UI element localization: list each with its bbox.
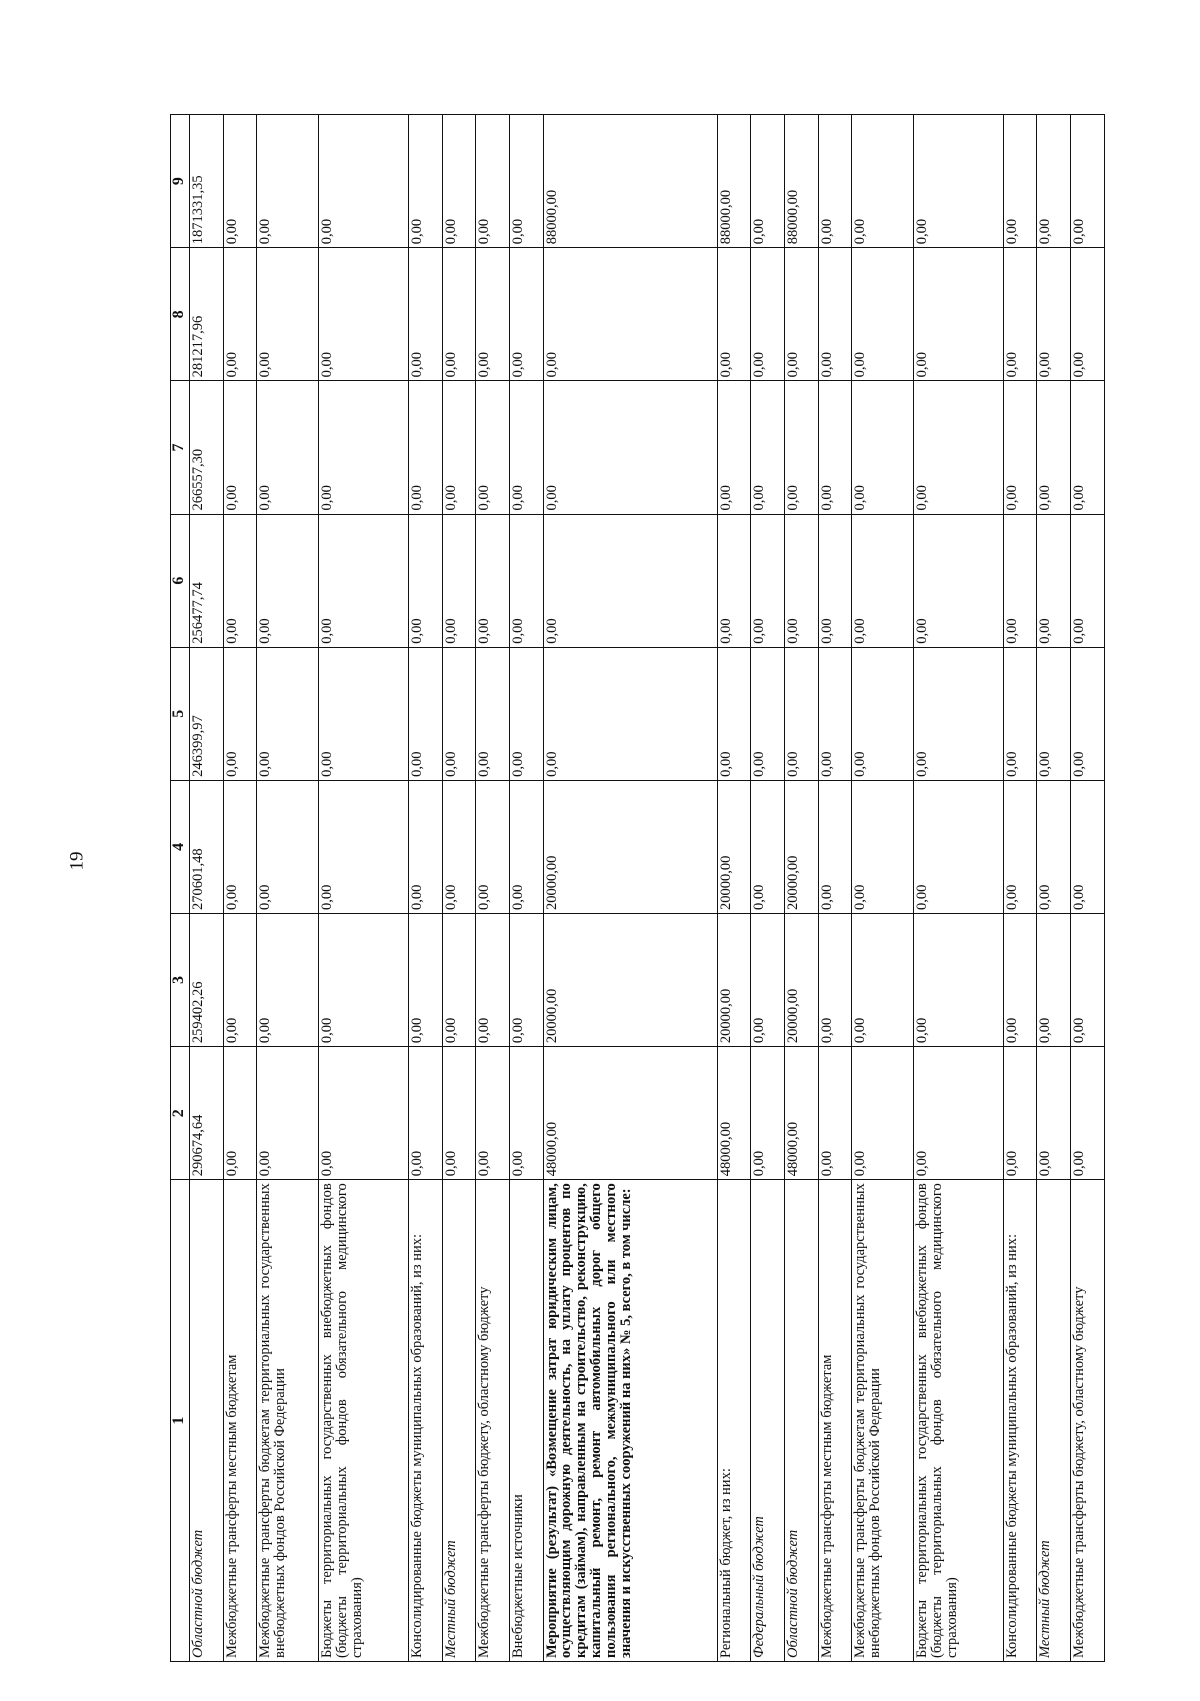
value-cell: 0,00 [1071, 381, 1105, 514]
value-cell: 0,00 [476, 514, 510, 647]
table-row [476, 115, 510, 1662]
value-cell: 0,00 [1003, 248, 1037, 381]
value-cell: 0,00 [914, 514, 1004, 647]
value-cell: 259402,26 [190, 913, 224, 1046]
row-label: Консолидированные бюджеты муниципальных образований, из них: [408, 1180, 442, 1662]
value-cell: 0,00 [509, 1047, 543, 1180]
value-cell: 0,00 [751, 913, 785, 1046]
value-cell: 0,00 [476, 1047, 510, 1180]
value-cell: 0,00 [818, 381, 852, 514]
header-cell: 6 [171, 514, 190, 647]
value-cell: 0,00 [408, 381, 442, 514]
table-body [190, 115, 1105, 1662]
value-cell: 0,00 [319, 780, 409, 913]
table-row [543, 115, 717, 1662]
value-cell: 0,00 [509, 780, 543, 913]
header-cell: 8 [171, 248, 190, 381]
value-cell: 20000,00 [543, 780, 717, 913]
value-cell: 88000,00 [784, 115, 818, 248]
row-label: Межбюджетные трансферты бюджетам территориальных государственных внебюджетных фондов Российской Федерации [852, 1180, 914, 1662]
row-label: Бюджеты территориальных государственных внебюджетных фондов (бюджеты территориальных фондов обязательного медицинского страхования) [319, 1180, 409, 1662]
value-cell: 0,00 [408, 647, 442, 780]
value-cell: 0,00 [476, 115, 510, 248]
page-number: 19 [66, 851, 88, 871]
value-cell: 0,00 [852, 913, 914, 1046]
value-cell: 0,00 [914, 1047, 1004, 1180]
row-label: Федеральный бюджет [751, 1180, 785, 1662]
value-cell: 0,00 [543, 514, 717, 647]
value-cell: 0,00 [257, 115, 319, 248]
value-cell: 1871331,35 [190, 115, 224, 248]
table-row [852, 115, 914, 1662]
value-cell: 0,00 [509, 913, 543, 1046]
value-cell: 0,00 [784, 248, 818, 381]
row-label: Мероприятие (результат) «Возмещение затрат юридическим лицам, осуществляющим дорожную деятельность, на уплату процентов по кредитам (займам), направленным на строительство, реконструкцию, капитальный ремонт, ремонт автомобильных дорог общего пользования регионального, межмуниципального или местного значения и искусственных сооружений на них» № 5, всего, в том числе: [543, 1180, 717, 1662]
row-label: Межбюджетные трансферты бюджету, областному бюджету [476, 1180, 510, 1662]
table-row [1037, 115, 1071, 1662]
value-cell: 0,00 [442, 381, 476, 514]
value-cell: 0,00 [257, 780, 319, 913]
value-cell: 0,00 [1071, 647, 1105, 780]
value-cell: 0,00 [442, 248, 476, 381]
value-cell: 0,00 [1003, 1047, 1037, 1180]
row-label: Межбюджетные трансферты бюджету, областному бюджету [1071, 1180, 1105, 1662]
value-cell: 0,00 [751, 647, 785, 780]
value-cell: 0,00 [1037, 913, 1071, 1046]
value-cell: 0,00 [257, 913, 319, 1046]
value-cell: 0,00 [442, 514, 476, 647]
row-label: Местный бюджет [442, 1180, 476, 1662]
value-cell: 88000,00 [717, 115, 751, 248]
row-label: Бюджеты территориальных государственных внебюджетных фондов (бюджеты территориальных фондов обязательного медицинского страхования) [914, 1180, 1004, 1662]
value-cell: 0,00 [223, 381, 257, 514]
value-cell: 270601,48 [190, 780, 224, 913]
table-row [818, 115, 852, 1662]
value-cell: 256477,74 [190, 514, 224, 647]
table-row [914, 115, 1004, 1662]
value-cell: 0,00 [1037, 514, 1071, 647]
value-cell: 0,00 [319, 248, 409, 381]
table-row [509, 115, 543, 1662]
value-cell: 0,00 [818, 248, 852, 381]
value-cell: 0,00 [1037, 248, 1071, 381]
value-cell: 0,00 [717, 647, 751, 780]
value-cell: 0,00 [257, 248, 319, 381]
value-cell: 0,00 [442, 1047, 476, 1180]
header-cell: 7 [171, 381, 190, 514]
value-cell: 290674,64 [190, 1047, 224, 1180]
value-cell: 0,00 [852, 381, 914, 514]
value-cell: 0,00 [476, 913, 510, 1046]
value-cell: 0,00 [408, 913, 442, 1046]
value-cell: 0,00 [543, 248, 717, 381]
value-cell: 0,00 [476, 248, 510, 381]
value-cell: 0,00 [1037, 780, 1071, 913]
value-cell: 0,00 [818, 1047, 852, 1180]
value-cell: 0,00 [223, 913, 257, 1046]
value-cell: 0,00 [408, 780, 442, 913]
value-cell: 0,00 [1037, 647, 1071, 780]
row-label: Региональный бюджет, из них: [717, 1180, 751, 1662]
value-cell: 0,00 [442, 647, 476, 780]
value-cell: 281217,96 [190, 248, 224, 381]
value-cell: 0,00 [319, 913, 409, 1046]
value-cell: 20000,00 [717, 913, 751, 1046]
value-cell: 0,00 [257, 514, 319, 647]
table-row [408, 115, 442, 1662]
row-label: Межбюджетные трансферты местным бюджетам [223, 1180, 257, 1662]
value-cell: 0,00 [751, 780, 785, 913]
value-cell: 0,00 [1003, 647, 1037, 780]
value-cell: 0,00 [914, 115, 1004, 248]
value-cell: 0,00 [319, 1047, 409, 1180]
value-cell: 0,00 [784, 647, 818, 780]
value-cell: 0,00 [257, 647, 319, 780]
value-cell: 0,00 [257, 381, 319, 514]
header-cell: 2 [171, 1047, 190, 1180]
table-header-row [171, 115, 190, 1662]
value-cell: 0,00 [1071, 780, 1105, 913]
value-cell: 0,00 [852, 514, 914, 647]
value-cell: 0,00 [784, 514, 818, 647]
value-cell: 0,00 [852, 780, 914, 913]
value-cell: 0,00 [319, 647, 409, 780]
value-cell: 0,00 [751, 248, 785, 381]
row-label: Местный бюджет [1037, 1180, 1071, 1662]
value-cell: 0,00 [1071, 1047, 1105, 1180]
value-cell: 0,00 [751, 1047, 785, 1180]
value-cell: 0,00 [223, 1047, 257, 1180]
value-cell: 0,00 [914, 913, 1004, 1046]
value-cell: 0,00 [1003, 381, 1037, 514]
table-row [717, 115, 751, 1662]
row-label: Консолидированные бюджеты муниципальных образований, из них: [1003, 1180, 1037, 1662]
row-label: Областной бюджет [190, 1180, 224, 1662]
value-cell: 0,00 [717, 381, 751, 514]
value-cell: 0,00 [717, 514, 751, 647]
value-cell: 0,00 [408, 1047, 442, 1180]
value-cell: 0,00 [751, 514, 785, 647]
value-cell: 0,00 [914, 647, 1004, 780]
value-cell: 0,00 [818, 913, 852, 1046]
value-cell: 0,00 [442, 913, 476, 1046]
header-cell: 9 [171, 115, 190, 248]
value-cell: 0,00 [1071, 514, 1105, 647]
value-cell: 0,00 [751, 115, 785, 248]
table-row [1071, 115, 1105, 1662]
value-cell: 266557,30 [190, 381, 224, 514]
value-cell: 0,00 [509, 248, 543, 381]
header-cell: 1 [171, 1180, 190, 1662]
value-cell: 0,00 [223, 780, 257, 913]
value-cell: 0,00 [818, 780, 852, 913]
value-cell: 0,00 [223, 248, 257, 381]
value-cell: 0,00 [1003, 115, 1037, 248]
row-label: Межбюджетные трансферты местным бюджетам [818, 1180, 852, 1662]
value-cell: 0,00 [509, 514, 543, 647]
table-row [190, 115, 224, 1662]
value-cell: 0,00 [543, 381, 717, 514]
value-cell: 0,00 [1037, 381, 1071, 514]
table-row [223, 115, 257, 1662]
value-cell: 0,00 [476, 381, 510, 514]
value-cell: 0,00 [476, 780, 510, 913]
value-cell: 0,00 [509, 647, 543, 780]
value-cell: 0,00 [1071, 913, 1105, 1046]
value-cell: 0,00 [223, 514, 257, 647]
value-cell: 0,00 [442, 780, 476, 913]
value-cell: 0,00 [852, 115, 914, 248]
value-cell: 48000,00 [543, 1047, 717, 1180]
table-row [751, 115, 785, 1662]
value-cell: 0,00 [408, 514, 442, 647]
value-cell: 0,00 [852, 1047, 914, 1180]
value-cell: 0,00 [509, 381, 543, 514]
value-cell: 0,00 [914, 248, 1004, 381]
header-cell: 4 [171, 780, 190, 913]
value-cell: 0,00 [818, 514, 852, 647]
value-cell: 20000,00 [784, 780, 818, 913]
budget-table [170, 114, 1105, 1662]
value-cell: 20000,00 [784, 913, 818, 1046]
value-cell: 0,00 [319, 514, 409, 647]
value-cell: 0,00 [1003, 514, 1037, 647]
table-row [784, 115, 818, 1662]
table-row [442, 115, 476, 1662]
value-cell: 20000,00 [543, 913, 717, 1046]
value-cell: 0,00 [1071, 115, 1105, 248]
value-cell: 0,00 [442, 115, 476, 248]
value-cell: 0,00 [1071, 248, 1105, 381]
rotated-table-container [170, 114, 1105, 1662]
value-cell: 0,00 [852, 647, 914, 780]
table-row [257, 115, 319, 1662]
value-cell: 0,00 [408, 115, 442, 248]
value-cell: 0,00 [319, 381, 409, 514]
value-cell: 0,00 [717, 248, 751, 381]
value-cell: 0,00 [223, 115, 257, 248]
value-cell: 0,00 [852, 248, 914, 381]
value-cell: 0,00 [1037, 115, 1071, 248]
value-cell: 0,00 [818, 115, 852, 248]
value-cell: 0,00 [257, 1047, 319, 1180]
row-label: Областной бюджет [784, 1180, 818, 1662]
header-cell: 3 [171, 913, 190, 1046]
value-cell: 48000,00 [784, 1047, 818, 1180]
value-cell: 0,00 [543, 647, 717, 780]
value-cell: 0,00 [1003, 780, 1037, 913]
value-cell: 20000,00 [717, 780, 751, 913]
value-cell: 88000,00 [543, 115, 717, 248]
table-row [1003, 115, 1037, 1662]
row-label: Межбюджетные трансферты бюджетам территориальных государственных внебюджетных фондов Российской Федерации [257, 1180, 319, 1662]
value-cell: 0,00 [1037, 1047, 1071, 1180]
value-cell: 0,00 [408, 248, 442, 381]
header-cell: 5 [171, 647, 190, 780]
value-cell: 246399,97 [190, 647, 224, 780]
value-cell: 0,00 [751, 381, 785, 514]
value-cell: 0,00 [319, 115, 409, 248]
value-cell: 0,00 [914, 381, 1004, 514]
row-label: Внебюджетные источники [509, 1180, 543, 1662]
value-cell: 0,00 [914, 780, 1004, 913]
value-cell: 0,00 [476, 647, 510, 780]
value-cell: 0,00 [1003, 913, 1037, 1046]
value-cell: 0,00 [509, 115, 543, 248]
value-cell: 0,00 [223, 647, 257, 780]
value-cell: 48000,00 [717, 1047, 751, 1180]
value-cell: 0,00 [784, 381, 818, 514]
value-cell: 0,00 [818, 647, 852, 780]
table-row [319, 115, 409, 1662]
